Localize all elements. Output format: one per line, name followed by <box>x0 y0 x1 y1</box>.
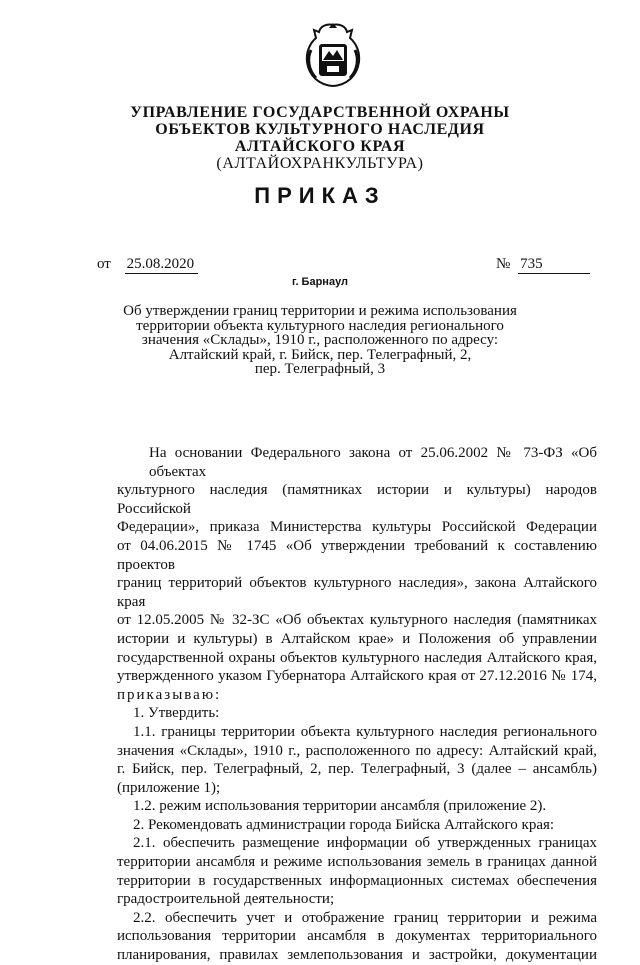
body-item-2: 2. Рекомендовать администрации города Бийска Алтайского края: <box>133 816 555 833</box>
coat-of-arms-emblem <box>302 22 364 88</box>
agency-name-line1: УПРАВЛЕНИЕ ГОСУДАРСТВЕННОЙ ОХРАНЫ <box>130 104 510 121</box>
date-prefix: от <box>97 256 111 272</box>
subject-line: пер. Телеграфный, 3 <box>254 361 386 377</box>
number-value: 735 <box>518 256 590 274</box>
body-line: Федерации», приказа Министерства культуры Российской Федерации <box>117 519 597 536</box>
body-item-1-1: 1.1. границы территории объекта культурного наследия регионального <box>133 723 597 740</box>
number-prefix: № <box>496 256 511 272</box>
date-value: 25.08.2020 <box>125 256 198 274</box>
subject-line: территории объекта культурного наследия регионального <box>136 317 504 334</box>
agency-abbreviation: (АЛТАЙОХРАНКУЛЬТУРА) <box>216 155 424 172</box>
body-item-1-2: 1.2. режим использования территории ансамбля (приложение 2). <box>133 798 547 815</box>
body-item-2-1: 2.1. обеспечить размещение информации об утвержденных границах <box>133 835 597 852</box>
body-item-1: 1. Утвердить: <box>133 705 220 722</box>
subject-line: Об утверждении границ территории и режима использования <box>123 303 517 319</box>
body-line: г. Бийск, пер. Телеграфный, 2, пер. Телеграфный, 3 (далее – ансамбль) <box>117 761 597 778</box>
order-number <box>496 256 590 274</box>
city: г. Барнаул <box>291 276 349 288</box>
body-line: использования территории ансамбля в документах территориального <box>117 928 597 945</box>
subject-line: Алтайский край, г. Бийск, пер. Телеграфный, 2, <box>168 346 472 363</box>
order-date <box>97 256 198 274</box>
body-line: планирования, правилах землепользования и застройки, документации <box>117 947 597 964</box>
body-line: утвержденного указом Губернатора Алтайского края от 27.12.2016 № 174, <box>117 668 597 685</box>
body-line: границ территорий объектов культурного наследия», закона Алтайского края <box>117 575 597 610</box>
body-item-2-2: 2.2. обеспечить учет и отображение границ территории и режима <box>133 909 597 926</box>
subject-line: значения «Склады», 1910 г., расположенного по адресу: <box>141 332 499 348</box>
body-line: (приложение 1); <box>117 779 221 796</box>
agency-name-line2: ОБЪЕКТОВ КУЛЬТУРНОГО НАСЛЕДИЯ <box>155 121 485 138</box>
body-line: значения «Склады», 1910 г., расположенного по адресу: Алтайский край, <box>117 742 597 759</box>
body-line-prikazyvayu: приказываю: <box>117 686 222 703</box>
body-line: культурного наследия (памятниках истории и культуры) народов Российской <box>117 482 597 517</box>
body-line: от 12.05.2005 № 32-ЗС «Об объектах культурного наследия (памятниках <box>117 612 597 629</box>
document-type: ПРИКАЗ <box>254 183 386 208</box>
body-line: территории ансамбля и режиме использования земель в границах данной <box>117 854 597 871</box>
order-body <box>117 444 597 965</box>
order-subject <box>120 304 520 377</box>
body-line: истории и культуры) в Алтайском крае» и Положения об управлении <box>117 630 597 647</box>
body-line: градостроительной деятельности; <box>117 891 335 908</box>
body-line: На основании Федерального закона от 25.06.2002 № 73-ФЗ «Об объектах <box>149 445 597 480</box>
agency-name-line3: АЛТАЙСКОГО КРАЯ <box>234 138 406 155</box>
body-line: территории в государственных информационных системах обеспечения <box>117 872 597 889</box>
body-line: государственной охраны объектов культурного наследия Алтайского края, <box>117 649 597 666</box>
body-line: от 04.06.2015 № 1745 «Об утверждении требований к составлению проектов <box>117 537 597 573</box>
